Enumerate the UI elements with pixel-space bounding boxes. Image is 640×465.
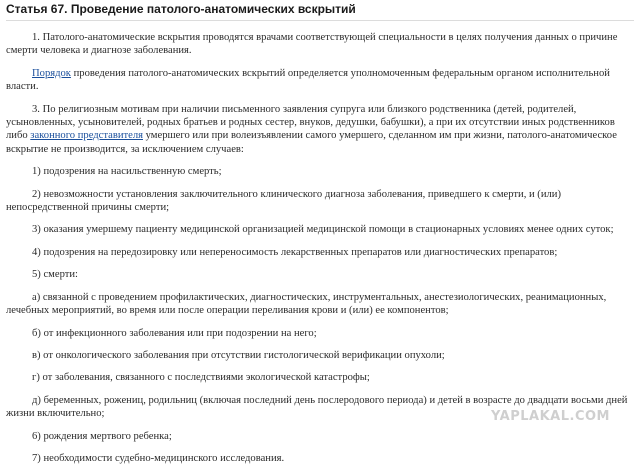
paragraph-3-text-start: 3. По религиозным мотивам при наличии письменного заявления супруга или близкого родственника (детей, родителей, усыновленных, усыновителей, родных братьев и родных сестер, внуков, дедушки, бабушки), а при их отсутствии иных родственников либо [6, 103, 615, 142]
list-item: б) от инфекционного заболевания или при подозрении на него; [32, 327, 317, 339]
list-item: а) связанной с проведением профилактических, диагностических, инструментальных, анестезиологических, реанимационных, лечебных мероприятий, во время или после операции переливания крови и (или) ее компонентов; [6, 291, 607, 317]
list-item: 4) подозрения на передозировку или непереносимость лекарственных препаратов или диагностических препаратов; [32, 246, 558, 258]
list-item: 6) рождения мертвого ребенка; [32, 430, 172, 442]
list-item: д) беременных, рожениц, родильниц (включая последний день послеродового периода) и детей в возрасте до двадцати восьми дней жизни включительно; [6, 394, 628, 420]
document-page [0, 2, 640, 464]
article-body [6, 31, 634, 465]
paragraph-3 [6, 103, 634, 157]
paragraph-3-text-end: умершего или при волеизъявлении самого умершего, сделанном им при жизни, патолого-анатомическое вскрытие не производится, за исключением случаев: [6, 130, 617, 155]
site-watermark: YAPLAKAL.COM [491, 409, 610, 424]
list-item: 2) невозможности установления заключительного клинического диагноза заболевания, приведшего к смерти, и (или) непосредственной причины смерти; [6, 188, 561, 214]
list-item: 5) смерти: [32, 269, 78, 281]
legal-representative-link[interactable]: законного представителя [30, 130, 143, 142]
list-item: 7) необходимости судебно-медицинского исследования. [32, 452, 285, 464]
list-item: 1) подозрения на насильственную смерть; [32, 166, 222, 178]
paragraph-2 [6, 67, 634, 94]
list-item: 3) оказания умершему пациенту медицинской организацией медицинской помощи в стационарных условиях менее одних суток; [32, 224, 614, 236]
list-item: в) от онкологического заболевания при отсутствии гистологической верификации опухоли; [32, 349, 445, 361]
article-title: Статья 67. Проведение патолого-анатомических вскрытий [6, 2, 634, 21]
paragraph-2-text: проведения патолого-анатомических вскрытий определяется уполномоченным федеральным органом исполнительной власти. [6, 67, 610, 93]
paragraph-1: 1. Патолого-анатомические вскрытия проводятся врачами соответствующей специальности в целях получения данных о причине смерти человека и диагнозе заболевания. [6, 32, 618, 57]
procedure-link[interactable]: Порядок [32, 67, 71, 79]
list-item: г) от заболевания, связанного с последствиями экологической катастрофы; [32, 372, 370, 384]
